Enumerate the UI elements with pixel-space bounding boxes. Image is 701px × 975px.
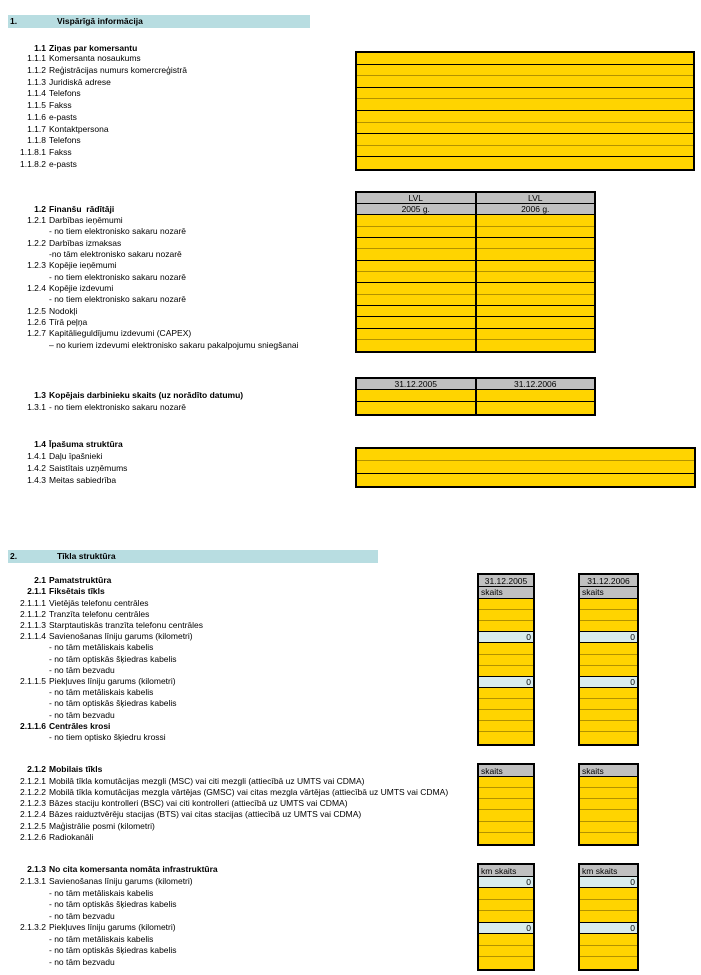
- column-header-unit: skaits: [479, 587, 533, 599]
- form-item: [0, 732, 478, 743]
- input-cell[interactable]: [477, 227, 595, 238]
- input-cell[interactable]: [477, 317, 595, 328]
- item-number: 2.1.2: [27, 763, 46, 774]
- finance-table-col-2006: [475, 193, 595, 351]
- item-label: Fiksētais tīkls: [49, 586, 105, 597]
- item-label: - no tiem elektronisko sakaru nozarē: [49, 226, 187, 237]
- item-number: 1.1: [34, 42, 46, 53]
- input-cell[interactable]: [477, 215, 595, 226]
- item-label: - no tiem elektronisko sakaru nozarē: [49, 402, 187, 412]
- input-cell[interactable]: [357, 65, 693, 77]
- item-label: Savienošanas līniju garums (kilometri): [49, 876, 193, 887]
- item-label: Bāzes staciju kontrolleri (BSC) vai citi kontrolleri (attiecībā uz UMTS vai CDMA): [49, 798, 348, 809]
- item-label: Centrāles krosi: [49, 720, 111, 731]
- form-item: [0, 820, 478, 831]
- item-number: 2.1.1.1: [20, 597, 46, 608]
- item-label: - no tām bezvadu: [49, 910, 115, 921]
- input-cell[interactable]: [580, 688, 637, 699]
- item-label: - no tiem elektronisko sakaru nozarē: [49, 294, 187, 305]
- item-label: Piekļuves līniju garums (kilometri): [49, 676, 176, 687]
- item-label: Kopējais darbinieku skaits (uz norādīto datumu): [49, 390, 244, 400]
- form-item: [0, 620, 478, 631]
- item-number: 1.2.1: [27, 214, 46, 225]
- item-label: Ziņas par komersantu: [49, 42, 138, 53]
- input-cell[interactable]: [357, 227, 475, 238]
- mobile-network-table-2006: [578, 763, 639, 846]
- column-header-unit: skaits: [580, 765, 637, 777]
- input-cell[interactable]: [580, 655, 637, 666]
- input-cell[interactable]: [580, 788, 637, 799]
- section-number: 2.: [10, 551, 18, 561]
- input-cell[interactable]: [479, 934, 533, 945]
- input-cell[interactable]: [580, 946, 637, 957]
- input-cell[interactable]: [580, 833, 637, 844]
- item-label: - no tām optiskās šķiedras kabelis: [49, 899, 177, 910]
- item-number: 1.4: [34, 439, 46, 450]
- item-label: Juridiskā adrese: [49, 76, 111, 87]
- input-cell[interactable]: [477, 329, 595, 340]
- item-label: - no tām optiskās šķiedras kabelis: [49, 653, 177, 664]
- form-item: [0, 945, 478, 957]
- column-header-date: 31.12.2005: [357, 379, 475, 390]
- form-item: [0, 775, 478, 786]
- item-label: Fakss: [49, 100, 72, 111]
- input-cell[interactable]: [479, 655, 533, 666]
- input-cell[interactable]: [357, 146, 693, 158]
- input-cell[interactable]: [477, 238, 595, 249]
- column-header-date: 31.12.2006: [580, 575, 637, 587]
- item-label: - no tām metāliskais kabelis: [49, 642, 154, 653]
- fixed-network-table-2005: [477, 573, 535, 746]
- item-number: 2.1.1.5: [20, 676, 46, 687]
- item-number: 1.4.1: [27, 451, 46, 462]
- item-label: Pamatstruktūra: [49, 575, 112, 586]
- column-header-year: 2005 g.: [357, 204, 475, 215]
- input-cell[interactable]: [477, 272, 595, 283]
- item-number: 1.2.2: [27, 237, 46, 248]
- value-cell[interactable]: 0: [580, 677, 637, 688]
- form-subsection-title: [0, 763, 478, 775]
- column-header-unit: km skaits: [479, 865, 533, 877]
- item-label: Radiokanāli: [49, 831, 94, 842]
- input-cell[interactable]: [580, 732, 637, 743]
- form-item: [0, 653, 478, 664]
- section-1-header: [8, 15, 310, 28]
- section-title: Tīkla struktūra: [57, 551, 116, 561]
- item-label: Kapitālieguldījumu izdevumi (CAPEX): [49, 328, 192, 339]
- input-cell[interactable]: [477, 390, 595, 402]
- input-cell[interactable]: [479, 777, 533, 788]
- input-cell[interactable]: [479, 833, 533, 844]
- input-cell[interactable]: [357, 134, 693, 146]
- form-item: [0, 910, 478, 922]
- value-cell[interactable]: 0: [479, 632, 533, 643]
- input-cell[interactable]: [357, 461, 694, 473]
- input-cell[interactable]: [580, 957, 637, 968]
- employees-table-col-2005: [357, 379, 475, 414]
- item-label: Īpašuma struktūra: [49, 439, 123, 450]
- item-number: 1.2.7: [27, 328, 46, 339]
- input-cell[interactable]: [479, 946, 533, 957]
- input-cell[interactable]: [357, 306, 475, 317]
- item-number: 2.1.1.3: [20, 620, 46, 631]
- item-number: 1.1.3: [27, 76, 46, 87]
- item-label: Mobilais tīkls: [49, 763, 103, 774]
- item-label: - no tām optiskās šķiedras kabelis: [49, 945, 177, 956]
- item-number: 2.1: [34, 575, 46, 586]
- input-cell[interactable]: [357, 76, 693, 88]
- item-number: 2.1.2.2: [20, 787, 46, 798]
- form-item: [0, 899, 478, 911]
- value-cell[interactable]: 0: [580, 632, 637, 643]
- item-label: – no kuriem izdevumi elektronisko sakaru pakalpojumu sniegšanai: [49, 339, 299, 350]
- item-label: - no tām bezvadu: [49, 709, 115, 720]
- item-label: -no tām elektronisko sakaru nozarē: [49, 249, 182, 260]
- input-cell[interactable]: [357, 317, 475, 328]
- item-number: 1.4.3: [27, 475, 46, 486]
- ownership-table: [355, 447, 696, 488]
- column-header-date: 31.12.2005: [479, 575, 533, 587]
- column-header-unit: LVL: [357, 193, 475, 204]
- column-header-unit: skaits: [479, 765, 533, 777]
- input-cell[interactable]: [357, 53, 693, 65]
- item-number: 2.1.3: [27, 863, 46, 874]
- value-cell[interactable]: 0: [580, 923, 637, 934]
- form-item: [0, 698, 478, 709]
- item-number: 1.1.2: [27, 64, 46, 75]
- input-cell[interactable]: [357, 123, 693, 135]
- item-label: No cita komersanta nomāta infrastruktūra: [49, 863, 218, 874]
- input-cell[interactable]: [479, 900, 533, 911]
- input-cell[interactable]: [477, 306, 595, 317]
- item-number: 2.1.2.5: [20, 820, 46, 831]
- input-cell[interactable]: [357, 295, 475, 306]
- section-number: 1.: [10, 16, 18, 26]
- item-number: 1.2: [34, 204, 46, 215]
- item-label: Telefons: [49, 88, 81, 99]
- item-number: 2.1.3.2: [20, 922, 46, 933]
- input-cell[interactable]: [357, 238, 475, 249]
- input-cell[interactable]: [477, 261, 595, 272]
- input-cell[interactable]: [479, 788, 533, 799]
- item-number: 2.1.2.3: [20, 798, 46, 809]
- value-cell[interactable]: 0: [580, 877, 637, 888]
- finance-table: [355, 191, 596, 353]
- form-item: [0, 887, 478, 899]
- item-label: - no tiem elektronisko sakaru nozarē: [49, 271, 187, 282]
- item-label: Tranzīta telefonu centrāles: [49, 608, 150, 619]
- item-number: 2.1.1: [27, 586, 46, 597]
- item-label: - no tiem optisko šķiedru krossi: [49, 732, 166, 743]
- item-label: Kontaktpersona: [49, 123, 109, 134]
- item-label: Maģistrālie posmi (kilometri): [49, 820, 155, 831]
- item-label: Starptautiskās tranzīta telefonu centrāles: [49, 620, 204, 631]
- item-label: Darbības ieņēmumi: [49, 214, 123, 225]
- item-label: Piekļuves līniju garums (kilometri): [49, 922, 176, 933]
- form-item: [0, 831, 478, 842]
- input-cell[interactable]: [580, 599, 637, 610]
- input-cell[interactable]: [479, 710, 533, 721]
- input-cell[interactable]: [479, 621, 533, 632]
- input-cell[interactable]: [479, 721, 533, 732]
- input-cell[interactable]: [580, 710, 637, 721]
- item-number: 1.1.1: [27, 53, 46, 64]
- form-item: [0, 709, 478, 720]
- item-label: Daļu īpašnieki: [49, 451, 103, 462]
- input-cell[interactable]: [479, 699, 533, 710]
- input-cell[interactable]: [580, 643, 637, 654]
- item-label: Vietējās telefonu centrāles: [49, 597, 149, 608]
- input-cell[interactable]: [357, 474, 694, 486]
- item-label: - no tām optiskās šķiedras kabelis: [49, 698, 177, 709]
- item-number: 2.1.1.2: [20, 608, 46, 619]
- item-label: Saistītais uzņēmums: [49, 463, 128, 474]
- item-number: 1.2.5: [27, 305, 46, 316]
- item-label: Fakss: [49, 146, 72, 157]
- value-cell[interactable]: 0: [479, 923, 533, 934]
- form-item: [0, 676, 478, 687]
- item-label: Nodokļi: [49, 305, 78, 316]
- input-cell[interactable]: [580, 799, 637, 810]
- input-cell[interactable]: [580, 621, 637, 632]
- rented-infra-table-2006: [578, 863, 639, 971]
- column-header-unit: LVL: [477, 193, 595, 204]
- item-label: Meitas sabiedrība: [49, 475, 117, 486]
- form-item: [0, 809, 478, 820]
- value-cell[interactable]: 0: [479, 677, 533, 688]
- column-header-date: 31.12.2006: [477, 379, 595, 390]
- item-number: 1.1.8.2: [20, 158, 46, 169]
- value-cell[interactable]: 0: [479, 877, 533, 888]
- item-label: e-pasts: [49, 158, 77, 169]
- input-cell[interactable]: [357, 283, 475, 294]
- form-item: [0, 687, 478, 698]
- item-number: 2.1.3.1: [20, 876, 46, 887]
- column-header-year: 2006 g.: [477, 204, 595, 215]
- form-item: [0, 798, 478, 809]
- input-cell[interactable]: [580, 699, 637, 710]
- column-header-unit: km skaits: [580, 865, 637, 877]
- input-cell[interactable]: [580, 822, 637, 833]
- item-label: Mobilā tīkla komutācijas mezgli (MSC) vai citi mezgli (attiecībā uz UMTS vai CDMA): [49, 775, 365, 786]
- item-number: 1.3: [34, 390, 46, 400]
- input-cell[interactable]: [479, 822, 533, 833]
- item-number: 2.1.1.4: [20, 631, 46, 642]
- input-cell[interactable]: [357, 249, 475, 260]
- input-cell[interactable]: [477, 249, 595, 260]
- item-number: 1.1.7: [27, 123, 46, 134]
- input-cell[interactable]: [357, 402, 475, 414]
- input-cell[interactable]: [357, 99, 693, 111]
- input-cell[interactable]: [479, 810, 533, 821]
- form-item: [0, 631, 478, 642]
- input-cell[interactable]: [357, 449, 694, 461]
- item-label: Finanšu rādītāji: [49, 204, 115, 215]
- input-cell[interactable]: [580, 900, 637, 911]
- input-cell[interactable]: [479, 688, 533, 699]
- input-cell[interactable]: [479, 666, 533, 677]
- input-cell[interactable]: [357, 272, 475, 283]
- item-number: 1.1.5: [27, 100, 46, 111]
- form-item: [0, 956, 478, 968]
- mobile-network-table-2005: [477, 763, 535, 846]
- section-title: Vispārīgā informācija: [57, 16, 143, 26]
- input-cell[interactable]: [477, 295, 595, 306]
- item-number: 2.1.2.4: [20, 809, 46, 820]
- form-item: [0, 720, 478, 731]
- item-label: Kopējie ieņēmumi: [49, 260, 117, 271]
- item-number: 1.2.4: [27, 283, 46, 294]
- input-cell[interactable]: [479, 911, 533, 922]
- form-item: [0, 608, 478, 619]
- item-label: Savienošanas līniju garums (kilometri): [49, 631, 193, 642]
- input-cell[interactable]: [479, 957, 533, 968]
- input-cell[interactable]: [580, 610, 637, 621]
- item-label: Bāzes raiduztvērēju stacijas (BTS) vai citas stacijas (attiecībā uz UMTS vai CDMA): [49, 809, 362, 820]
- item-label: Kopējie izdevumi: [49, 283, 114, 294]
- item-label: Komersanta nosaukums: [49, 53, 141, 64]
- item-number: 1.4.2: [27, 463, 46, 474]
- form-item: [0, 664, 478, 675]
- item-label: - no tām bezvadu: [49, 664, 115, 675]
- input-cell[interactable]: [357, 261, 475, 272]
- item-label: - no tām metāliskais kabelis: [49, 933, 154, 944]
- column-header-unit: skaits: [580, 587, 637, 599]
- rented-infra-table-2005: [477, 863, 535, 971]
- input-cell[interactable]: [357, 340, 475, 351]
- item-label: Telefons: [49, 135, 81, 146]
- input-cell[interactable]: [477, 402, 595, 414]
- fixed-network-table-2006: [578, 573, 639, 746]
- input-cell[interactable]: [580, 911, 637, 922]
- input-cell[interactable]: [479, 643, 533, 654]
- item-number: 1.2.3: [27, 260, 46, 271]
- item-number: 2.1.2.6: [20, 831, 46, 842]
- item-label: Mobilā tīkla komutācijas mezgla vārtējas (GMSC) vai citas mezgla vārtējas (attiecībā uz UMTS vai CDMA): [49, 787, 449, 798]
- input-cell[interactable]: [357, 88, 693, 100]
- item-number: 1.1.6: [27, 111, 46, 122]
- form-item: [0, 787, 478, 798]
- input-cell[interactable]: [580, 666, 637, 677]
- item-label: - no tām metāliskais kabelis: [49, 687, 154, 698]
- input-cell[interactable]: [580, 777, 637, 788]
- input-cell[interactable]: [580, 888, 637, 899]
- form-subsection-title: [0, 863, 478, 875]
- item-number: 1.1.8.1: [20, 146, 46, 157]
- input-cell[interactable]: [357, 390, 475, 402]
- input-cell[interactable]: [357, 157, 693, 169]
- item-number: 1.1.4: [27, 88, 46, 99]
- form-subsection-title: [0, 586, 478, 597]
- input-cell[interactable]: [357, 215, 475, 226]
- finance-table-col-2005: [357, 193, 475, 351]
- item-label: Reģistrācijas numurs komercreģistrā: [49, 64, 187, 75]
- input-cell[interactable]: [580, 721, 637, 732]
- input-cell[interactable]: [477, 283, 595, 294]
- form-item: [0, 876, 478, 888]
- item-label: Tīrā peļņa: [49, 317, 88, 328]
- form-item: [0, 933, 478, 945]
- item-label: Darbības izmaksas: [49, 237, 122, 248]
- employees-table-col-2006: [475, 379, 595, 414]
- item-number: 2.1.2.1: [20, 775, 46, 786]
- item-label: e-pasts: [49, 111, 77, 122]
- company-info-table: [355, 51, 695, 171]
- input-cell[interactable]: [479, 732, 533, 743]
- section-2-header: [8, 550, 378, 563]
- form-item: [0, 922, 478, 934]
- input-cell[interactable]: [479, 599, 533, 610]
- form-item: [0, 642, 478, 653]
- input-cell[interactable]: [580, 934, 637, 945]
- form-subsection-title: [0, 575, 478, 586]
- item-label: - no tām metāliskais kabelis: [49, 887, 154, 898]
- item-number: 2.1.1.6: [20, 720, 46, 731]
- input-cell[interactable]: [357, 329, 475, 340]
- item-number: 1.2.6: [27, 317, 46, 328]
- input-cell[interactable]: [479, 610, 533, 621]
- input-cell[interactable]: [477, 340, 595, 351]
- input-cell[interactable]: [479, 799, 533, 810]
- item-number: 1.1.8: [27, 135, 46, 146]
- input-cell[interactable]: [580, 810, 637, 821]
- item-label: - no tām bezvadu: [49, 956, 115, 967]
- form-item: [0, 597, 478, 608]
- input-cell[interactable]: [479, 888, 533, 899]
- input-cell[interactable]: [357, 111, 693, 123]
- employees-table: [355, 377, 596, 416]
- item-number: 1.3.1: [27, 402, 46, 412]
